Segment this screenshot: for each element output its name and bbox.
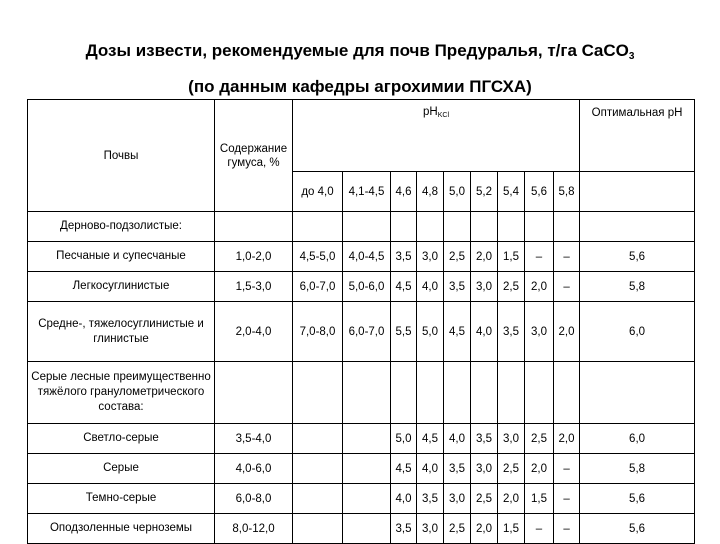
header-ph-level: 5,6 xyxy=(525,172,554,212)
title-line-1 xyxy=(0,36,720,72)
table-cell: – xyxy=(525,242,554,272)
table-cell xyxy=(554,362,580,424)
table-cell: 6,0 xyxy=(580,424,695,454)
table-cell: 6,0-7,0 xyxy=(293,272,343,302)
table-cell: 2,5 xyxy=(498,272,525,302)
table-cell: – xyxy=(554,484,580,514)
table-cell: 5,6 xyxy=(580,514,695,544)
table-cell xyxy=(471,212,498,242)
table-cell: 5,6 xyxy=(580,242,695,272)
table-cell xyxy=(293,212,343,242)
table-cell xyxy=(343,424,391,454)
table-cell: 5,8 xyxy=(580,272,695,302)
table-cell xyxy=(444,212,471,242)
header-ph-level: до 4,0 xyxy=(293,172,343,212)
header-ph xyxy=(293,100,580,172)
table-cell xyxy=(471,362,498,424)
table-cell: 2,0 xyxy=(554,424,580,454)
table-cell xyxy=(417,212,444,242)
table-cell xyxy=(444,362,471,424)
table-cell: 3,0 xyxy=(498,424,525,454)
table-cell: 3,5 xyxy=(444,454,471,484)
table-row xyxy=(28,242,695,272)
table-cell: 3,0 xyxy=(471,272,498,302)
table-cell: 3,5 xyxy=(471,424,498,454)
row-label: Легкосуглинистые xyxy=(28,272,215,302)
table-cell: 3,5 xyxy=(498,302,525,362)
table-cell xyxy=(215,362,293,424)
table-cell xyxy=(554,212,580,242)
table-cell: 6,0-8,0 xyxy=(215,484,293,514)
table-cell: 4,0-4,5 xyxy=(343,242,391,272)
table-cell: 5,5 xyxy=(391,302,417,362)
table-cell xyxy=(580,362,695,424)
table-cell: 1,5-3,0 xyxy=(215,272,293,302)
table-cell: 2,5 xyxy=(444,242,471,272)
table-cell xyxy=(525,212,554,242)
row-label: Серые лесные преимущественно тяжёлого гранулометрического состава: xyxy=(28,362,215,424)
title-line-2: (по данным кафедры агрохимии ПГСХА) xyxy=(188,77,532,96)
table-row xyxy=(28,484,695,514)
table-cell: 2,5 xyxy=(498,454,525,484)
table-cell: 3,5-4,0 xyxy=(215,424,293,454)
table-cell: 1,5 xyxy=(525,484,554,514)
table-cell: 4,0 xyxy=(471,302,498,362)
title-subscript: 3 xyxy=(628,51,635,62)
table-cell: 4,0 xyxy=(444,424,471,454)
table-cell: 2,5 xyxy=(444,514,471,544)
table-cell: 2,0 xyxy=(471,242,498,272)
table-cell: 1,5 xyxy=(498,514,525,544)
table-cell: 4,5 xyxy=(444,302,471,362)
table-row xyxy=(28,514,695,544)
header-ph-main: рН xyxy=(423,106,438,118)
table-cell: 2,5 xyxy=(471,484,498,514)
table-cell: 3,5 xyxy=(417,484,444,514)
table-cell: 2,0-4,0 xyxy=(215,302,293,362)
table-cell xyxy=(343,212,391,242)
header-ph-level: 5,0 xyxy=(444,172,471,212)
header-ph-level: 4,6 xyxy=(391,172,417,212)
table-cell: 2,0 xyxy=(525,454,554,484)
table-cell: 6,0-7,0 xyxy=(343,302,391,362)
row-label: Средне-, тяжелосуглинистые и глинистые xyxy=(28,302,215,362)
header-ph-level: 4,1-4,5 xyxy=(343,172,391,212)
table-cell xyxy=(391,212,417,242)
table-cell: 3,0 xyxy=(444,484,471,514)
table-cell: 2,0 xyxy=(525,272,554,302)
header-humus: Содержание гумуса, % xyxy=(215,100,293,212)
row-label: Серые xyxy=(28,454,215,484)
table-cell: 3,0 xyxy=(471,454,498,484)
title-line-1-text: Дозы извести, рекомендуемые для почв Предуралья, т/га CaCO xyxy=(85,41,629,60)
row-label: Оподзоленные черноземы xyxy=(28,514,215,544)
table-cell: 6,0 xyxy=(580,302,695,362)
row-label: Светло-серые xyxy=(28,424,215,454)
header-ph-level: 4,8 xyxy=(417,172,444,212)
table-cell xyxy=(498,212,525,242)
table-cell: 5,0 xyxy=(417,302,444,362)
table-cell: 2,0 xyxy=(554,302,580,362)
page-title xyxy=(0,36,720,102)
table-cell: – xyxy=(554,514,580,544)
header-ph-level: 5,4 xyxy=(498,172,525,212)
table-cell xyxy=(498,362,525,424)
table-cell xyxy=(343,514,391,544)
table-cell xyxy=(343,454,391,484)
table-row xyxy=(28,362,695,424)
table-cell xyxy=(293,454,343,484)
table-cell: 8,0-12,0 xyxy=(215,514,293,544)
row-label: Темно-серые xyxy=(28,484,215,514)
table-cell: 4,0 xyxy=(417,454,444,484)
table-cell: 4,5-5,0 xyxy=(293,242,343,272)
header-ph-level: 5,8 xyxy=(554,172,580,212)
header-soils: Почвы xyxy=(28,100,215,212)
table-cell: 3,0 xyxy=(525,302,554,362)
table-body xyxy=(28,100,695,544)
row-label: Песчаные и супесчаные xyxy=(28,242,215,272)
table-row xyxy=(28,302,695,362)
table-cell xyxy=(391,362,417,424)
table-row xyxy=(28,272,695,302)
table-cell: 4,5 xyxy=(391,454,417,484)
table-cell xyxy=(343,484,391,514)
table-cell xyxy=(343,362,391,424)
table-cell: 3,0 xyxy=(417,242,444,272)
table-cell xyxy=(293,484,343,514)
table-cell: 4,5 xyxy=(391,272,417,302)
table-cell xyxy=(293,424,343,454)
table-cell xyxy=(215,212,293,242)
table-cell: 3,5 xyxy=(444,272,471,302)
table-cell: 1,0-2,0 xyxy=(215,242,293,272)
table-cell: 3,5 xyxy=(391,242,417,272)
table-cell xyxy=(580,212,695,242)
header-optimal-empty xyxy=(580,172,695,212)
table-cell: 1,5 xyxy=(498,242,525,272)
table-cell: 5,0-6,0 xyxy=(343,272,391,302)
table-row xyxy=(28,454,695,484)
table-cell xyxy=(293,362,343,424)
table-cell: 3,5 xyxy=(391,514,417,544)
table-row xyxy=(28,424,695,454)
table-row xyxy=(28,212,695,242)
row-label: Дерново-подзолистые: xyxy=(28,212,215,242)
table-cell: 5,8 xyxy=(580,454,695,484)
header-row-1 xyxy=(28,100,695,172)
header-ph-level: 5,2 xyxy=(471,172,498,212)
header-ph-sub: KCl xyxy=(437,112,450,119)
table-cell: 3,0 xyxy=(417,514,444,544)
table-cell xyxy=(417,362,444,424)
table-cell: – xyxy=(554,454,580,484)
table-cell: 2,0 xyxy=(471,514,498,544)
table-cell: 5,6 xyxy=(580,484,695,514)
table-cell: – xyxy=(554,242,580,272)
lime-doses-table xyxy=(27,99,695,544)
table-cell xyxy=(525,362,554,424)
table-cell: 4,0 xyxy=(417,272,444,302)
table-cell: 7,0-8,0 xyxy=(293,302,343,362)
table-cell: 5,0 xyxy=(391,424,417,454)
table-cell: – xyxy=(525,514,554,544)
table-cell: 4,0-6,0 xyxy=(215,454,293,484)
table-cell: 2,0 xyxy=(498,484,525,514)
table-cell: 2,5 xyxy=(525,424,554,454)
table-cell: 4,0 xyxy=(391,484,417,514)
table-cell xyxy=(293,514,343,544)
table-cell: – xyxy=(554,272,580,302)
table-cell: 4,5 xyxy=(417,424,444,454)
header-optimal: Оптимальная рН xyxy=(580,100,695,172)
